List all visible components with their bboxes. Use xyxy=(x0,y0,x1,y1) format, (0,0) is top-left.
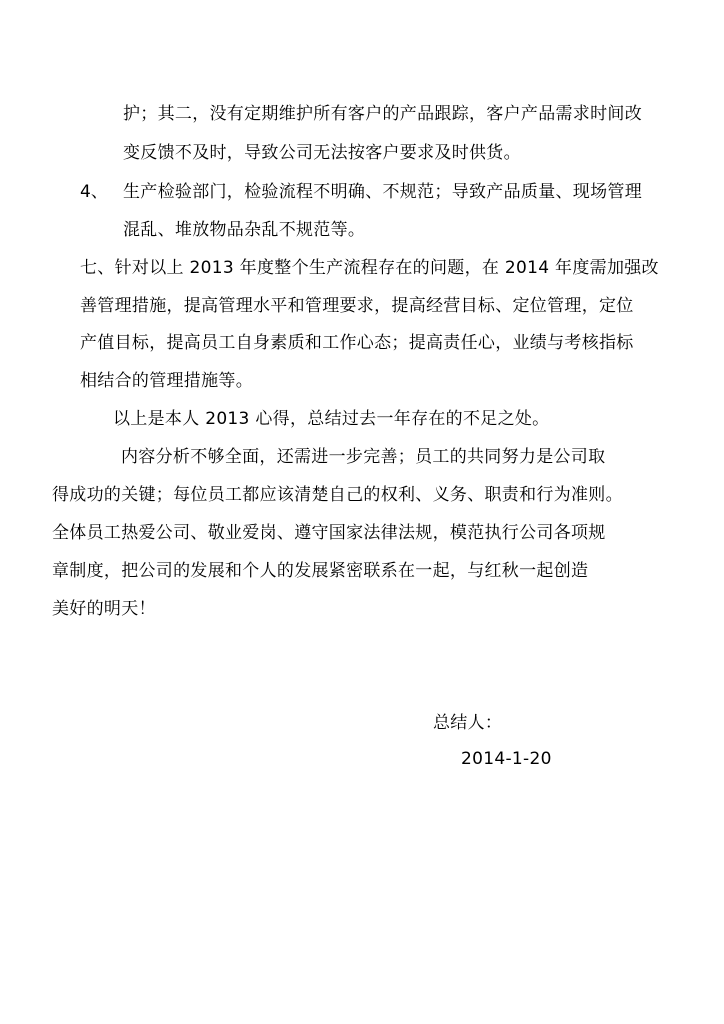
summary-line-1: 以上是本人 2013 心得，总结过去一年存在的不足之处。 xyxy=(113,409,550,429)
item4-line-1: 生产检验部门，检验流程不明确、不规范；导致产品质量、现场管理 xyxy=(123,182,642,202)
item4-line-2: 混乱、堆放物品杂乱不规范等。 xyxy=(123,220,366,240)
section7-line-2: 善管理措施，提高管理水平和管理要求，提高经营目标、定位管理，定位 xyxy=(80,296,634,316)
signature-label: 总结人： xyxy=(433,713,503,733)
item4-number: 4、 xyxy=(80,182,108,202)
section7-line-1: 七、针对以上 2013 年度整个生产流程存在的问题，在 2014 年度需加强改 xyxy=(80,258,659,278)
closing-line-2: 得成功的关键；每位员工都应该清楚自己的权利、义务、职责和行为准则。 xyxy=(52,485,623,505)
closing-line-3: 全体员工热爱公司、敬业爱岗、遵守国家法律法规，模范执行公司各项规 xyxy=(52,523,606,543)
section7-line-4: 相结合的管理措施等。 xyxy=(80,371,253,391)
closing-line-4: 章制度，把公司的发展和个人的发展紧密联系在一起，与红秋一起创造 xyxy=(52,561,589,581)
signature-date: 2014-1-20 xyxy=(461,749,552,769)
closing-line-1: 内容分析不够全面，还需进一步完善；员工的共同努力是公司取 xyxy=(121,447,606,467)
section7-line-3: 产值目标，提高员工自身素质和工作心态；提高责任心，业绩与考核指标 xyxy=(80,333,634,353)
closing-line-5: 美好的明天！ xyxy=(52,599,156,619)
item3-line-1: 护；其二，没有定期维护所有客户的产品跟踪，客户产品需求时间改 xyxy=(123,104,642,124)
item3-line-2: 变反馈不及时，导致公司无法按客户要求及时供货。 xyxy=(123,143,521,163)
